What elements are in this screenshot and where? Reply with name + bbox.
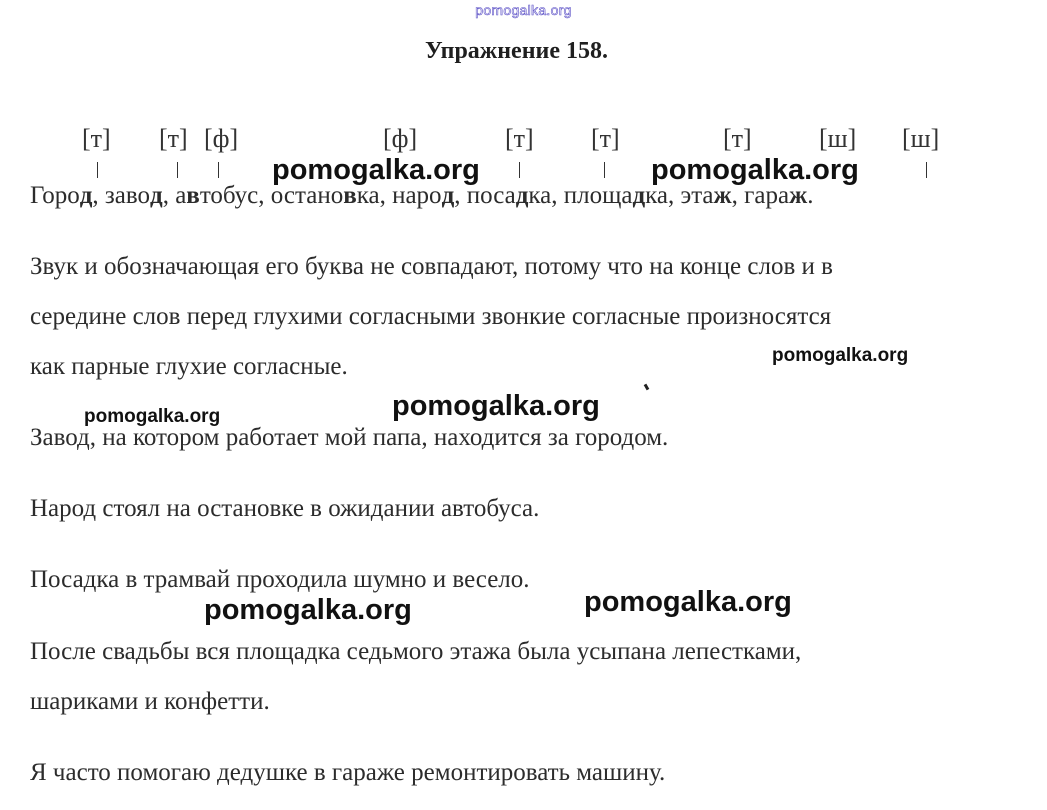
connector-tick	[218, 162, 219, 178]
phonetic-mark: [ш]	[819, 124, 857, 153]
phonetic-mark: [ф]	[204, 124, 239, 153]
watermark: pomogalka.org	[772, 345, 909, 366]
exercise-title: Упражнение 158.	[424, 38, 608, 64]
sentence-line: После свадьбы вся площадка седьмого этажа была усыпана лепестками,	[30, 638, 802, 665]
scan-speck	[644, 384, 650, 391]
sentence-line: Завод, на котором работает мой папа, находится за городом.	[30, 424, 669, 451]
sentence-line: Посадка в трамвай проходила шумно и весело.	[30, 566, 530, 593]
connector-tick	[604, 162, 605, 178]
watermark: pomogalka.org	[204, 594, 412, 626]
watermark: pomogalka.org	[84, 406, 221, 427]
watermark: pomogalka.org	[392, 390, 600, 422]
explanation-line: середине слов перед глухими согласными звонкие согласные произносятся	[30, 303, 832, 330]
phonetic-mark: [т]	[82, 124, 111, 153]
watermark: pomogalka.org	[651, 154, 859, 186]
phonetic-mark: [т]	[591, 124, 620, 153]
sentence-line: шариками и конфетти.	[30, 688, 270, 715]
sentence-line: Я часто помогаю дедушке в гараже ремонтировать машину.	[30, 759, 666, 786]
explanation-line: Звук и обозначающая его буква не совпадают, потому что на конце слов и в	[30, 253, 833, 280]
phonetic-mark: [ф]	[383, 124, 418, 153]
site-header-watermark: pomogalka.org	[475, 2, 572, 18]
watermark: pomogalka.org	[272, 154, 480, 186]
connector-tick	[97, 162, 98, 178]
connector-tick	[519, 162, 520, 178]
phonetic-mark: [т]	[723, 124, 752, 153]
connector-tick	[926, 162, 927, 178]
watermark: pomogalka.org	[584, 586, 792, 618]
connector-tick	[177, 162, 178, 178]
sentence-line: Народ стоял на остановке в ожидании автобуса.	[30, 495, 540, 522]
phonetic-mark: [т]	[505, 124, 534, 153]
word-list-line: Город, завод, автобус, остановка, народ, посадка, площадка, этаж, гараж.	[30, 182, 814, 209]
explanation-line: как парные глухие согласные.	[30, 353, 348, 380]
phonetic-mark: [ш]	[902, 124, 940, 153]
phonetic-mark: [т]	[159, 124, 188, 153]
